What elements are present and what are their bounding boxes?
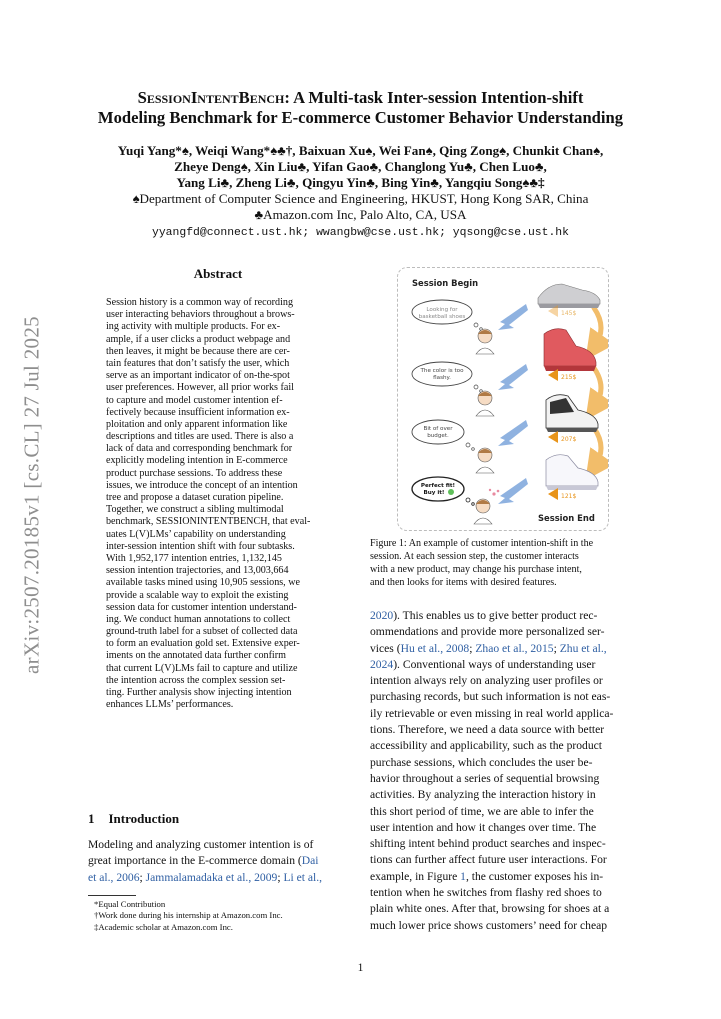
text-line: Together, we construct a sibling multimodal <box>106 504 284 516</box>
text-line: product purchase sessions. To address these <box>106 467 283 479</box>
introduction-text: Modeling and analyzing customer intention is of great importance in the E-commerce domain (Dai et al., 2006; Jammalamadaka et al., 2009; Li et al., <box>88 838 323 884</box>
svg-text:215$: 215$ <box>561 374 577 381</box>
svg-text:121$: 121$ <box>561 493 577 500</box>
text-line: to form an evaluation gold set. Extensive exper- <box>106 638 300 650</box>
text-line: ing. We conduct human annotations to collect <box>106 613 291 625</box>
text-line: ily retrievable or even missing in real world applica- <box>370 706 614 720</box>
svg-text:207$: 207$ <box>561 436 577 443</box>
text-line: purchasing records, but such information is not eas- <box>370 690 611 704</box>
product-shoe-white-black <box>546 395 598 432</box>
text-line: that current L(V)LMs fail to capture and utilize <box>106 662 298 674</box>
citation-link[interactable]: Dai <box>301 854 319 868</box>
text-line: user interacting behaviors throughout a brows- <box>106 309 295 321</box>
text-line: benchmark, SESSIONINTENTBENCH, that eval- <box>106 516 311 528</box>
text-line: ting. Further analysis show injecting intention <box>106 687 292 698</box>
citation-link[interactable]: Li et al., <box>283 870 323 884</box>
footnote-rule <box>88 895 136 896</box>
text-line: shifting intent behind product searches and inspec- <box>370 837 606 851</box>
page-number: 1 <box>357 962 364 974</box>
text-line: ploitation and only apparent information like <box>106 418 288 430</box>
text-line: descriptions and titles are used. There is also a <box>106 431 294 443</box>
citation-link[interactable]: 2024 <box>370 657 394 671</box>
text-line: issues, we introduce the concept of an intention <box>106 479 298 491</box>
session-end-label: Session End <box>538 513 595 523</box>
figure-1-caption: Figure 1: An example of customer intention-shift in the session. At each session step, the customer interacts with a new product, may change his purchase intent, and then looks for items with desired features. <box>370 538 594 589</box>
text-line: plain white ones. After that, browsing for shoes at a <box>370 902 610 916</box>
heart-icon <box>497 490 500 493</box>
citation-link[interactable]: et al., 2006 <box>88 870 140 884</box>
citation-link[interactable]: 2020 <box>370 609 394 622</box>
benchmark-name: SessionIntentBench <box>137 88 285 107</box>
text-line: much lower price shows customers’ need for cheap <box>370 918 608 932</box>
arrow-icon <box>498 478 528 504</box>
text-line: session data for customer intention understand- <box>106 601 297 613</box>
heart-icon <box>489 489 491 491</box>
footnotes: *Equal Contribution †Work done during his internship at Amazon.com Inc. ‡Academic scholar at Amazon.com Inc. <box>94 899 283 932</box>
product-shoe-red <box>544 329 596 371</box>
shift-arrow-icon <box>594 308 601 348</box>
thought-bubble-3 <box>412 420 474 450</box>
session-illustration <box>398 268 608 530</box>
text-line: With 1,952,177 intention entries, 1,132,145 <box>106 552 282 564</box>
text-line: tions. Therefore, we need a data source with better <box>370 723 605 737</box>
svg-text:Perfect fit!: Perfect fit! <box>420 483 456 489</box>
text-line: to capture and model customer intention ef- <box>106 394 283 406</box>
price-tag <box>548 431 576 443</box>
customer-avatar-happy <box>474 489 499 524</box>
abstract-heading: Abstract <box>193 266 243 281</box>
text-line: activities. By analyzing the interaction history in <box>370 788 596 802</box>
text-line: user intention and how it changes over time. The <box>370 820 597 834</box>
thought-bubble-1 <box>412 300 482 330</box>
thought-bubble-4 <box>412 477 474 505</box>
text-line: uates L(V)LMs’ capability on understanding <box>106 528 286 540</box>
svg-text:Buy it!: Buy it! <box>423 490 445 496</box>
text-line: intention always rely on analyzing user profiles or <box>370 674 603 688</box>
text-line: havior throughout a series of sequential browsing <box>370 771 600 785</box>
svg-text:Bit of over: Bit of over <box>423 426 453 432</box>
arxiv-identifier: arXiv:2507.20185v1 [cs.CL] 27 Jul 2025 <box>19 316 44 674</box>
shift-arrow-icon <box>594 368 601 408</box>
svg-text:Looking for: Looking for <box>426 307 458 313</box>
figure-reference-link[interactable]: 1 <box>460 869 466 883</box>
text-line: session intention trajectories, and 13,003,664 <box>106 565 289 577</box>
affiliations: ♠Department of Computer Science and Engineering, HKUST, Hong Kong SAR, China ♣Amazon.com Inc, Palo Alto, CA, USA <box>132 191 589 222</box>
text-line: user preferences. However, all prior works fail <box>106 382 294 394</box>
text-line: ample, if a user clicks a product webpage and <box>106 333 291 345</box>
figure-1 <box>397 267 609 531</box>
text-line: inter-session intention shift with four subtasks. <box>106 540 295 552</box>
smile-icon <box>448 489 454 495</box>
arrow-icon <box>498 364 528 390</box>
citation-link[interactable]: Zhu et al., <box>559 641 607 655</box>
text-line: this short period of time, we are able to infer the <box>370 804 594 818</box>
right-column-text: 2020). This enables us to give better product rec- ommendations and provide more personalized ser- vices (Hu et al., 2008; Zhao et al., 2015; Zhu et al., 2024). Conventional ways of understanding user intention always rely on analyzing user profiles or purchasing records, but such information is not eas- ily retrievable or even missing in real world applica- tions. Therefore, we need a data source with better accessibility and applicability, such as the product purchase sessions, which concludes the user be- havior throughout a series of sequential browsing activities. By analyzing the interaction history in this short period of time, we are able to infer the user intention and how it changes over time. The shifting intent behind product searches and inspec- tions can further affect future user interactions. For example, in Figure 1, the customer exposes his in- tention when he switches from flashy red shoes to plain white ones. After that, browsing for shoes at a much lower price shows customers’ need for cheap <box>370 608 632 934</box>
abstract-body <box>106 297 332 711</box>
text-line: tree and propose a dataset curation pipeline. <box>106 492 284 503</box>
text-line: accessibility and applicability, such as the product <box>370 739 603 753</box>
text-line: then leaves, it might be because there are cer- <box>106 345 290 357</box>
text-line: provide a scalable way to exploit the existing <box>106 589 289 601</box>
author-list: Yuqi Yang*♠, Weiqi Wang*♠♣†, Baixuan Xu♠, Wei Fan♠, Qing Zong♠, Chunkit Chan♠, Zheye Deng♠, Xin Liu♣, Yifan Gao♣, Changlong Yu♣, Chen Luo♣, Yang Li♣, Zheng Li♣, Qingyu Yin♣, Bing Yin♣, Yangqiu Song♠♣‡ <box>117 143 604 191</box>
svg-text:budget.: budget. <box>427 433 449 439</box>
session-begin-label: Session Begin <box>412 278 479 288</box>
text-line: fectively because insufficient information ex- <box>106 406 290 418</box>
svg-text:flashy.: flashy. <box>433 375 451 381</box>
text-line: purchase sessions, which concludes the user be- <box>370 755 593 769</box>
text-line: Session history is a common way of recording <box>106 297 293 308</box>
svg-text:145$: 145$ <box>561 310 577 317</box>
svg-text:The color is too: The color is too <box>420 368 464 374</box>
citation-link[interactable]: Jammalamadaka et al., 2009 <box>145 870 278 884</box>
text-line: available tasks mined using 10,905 sessions, we <box>106 577 300 589</box>
text-line: lack of data and corresponding benchmark for <box>106 443 293 455</box>
citation-link[interactable]: Hu et al., 2008 <box>400 641 470 655</box>
section-heading-introduction: 1 Introduction <box>88 811 180 826</box>
customer-avatar <box>476 448 494 473</box>
text-line: the intention across the complex session set- <box>106 674 286 686</box>
text-line: explicitly modeling intention in E-commerce <box>106 455 288 467</box>
arrow-icon <box>498 304 528 330</box>
product-shoe-grey <box>538 284 600 308</box>
thought-bubble-2 <box>412 362 482 392</box>
paper-title: SessionIntentBench: A Multi-task Inter-session Intention-shift Modeling Benchmark for E-commerce Customer Behavior Understanding <box>97 88 624 127</box>
arrow-icon <box>498 420 528 446</box>
text-line: tain features that don’t satisfy the user, which <box>106 357 290 369</box>
shift-arrow-icon <box>594 428 601 468</box>
author-emails: yyangfd@connect.ust.hk; wwangbw@cse.ust.hk; yqsong@cse.ust.hk <box>152 227 569 239</box>
text-line: ing activity with multiple products. For ex- <box>106 321 281 333</box>
text-line: enhances LLMs’ performances. <box>106 699 234 711</box>
text-line: tention when he switches from flashy red shoes to <box>370 886 602 900</box>
text-line: iments on the annotated data further confirm <box>106 650 286 662</box>
customer-avatar <box>476 329 494 354</box>
heart-icon <box>492 492 495 495</box>
text-line: serve as an important indicator of on-the-spot <box>106 370 290 382</box>
customer-avatar <box>476 391 494 416</box>
text-line: ground-truth label for a subset of collected data <box>106 626 298 638</box>
citation-link[interactable]: Zhao et al., 2015 <box>475 641 554 655</box>
product-shoe-white <box>546 455 598 490</box>
svg-text:basketball shoes: basketball shoes <box>418 314 466 320</box>
text-line: tions can further affect future user interactions. For <box>370 853 607 867</box>
